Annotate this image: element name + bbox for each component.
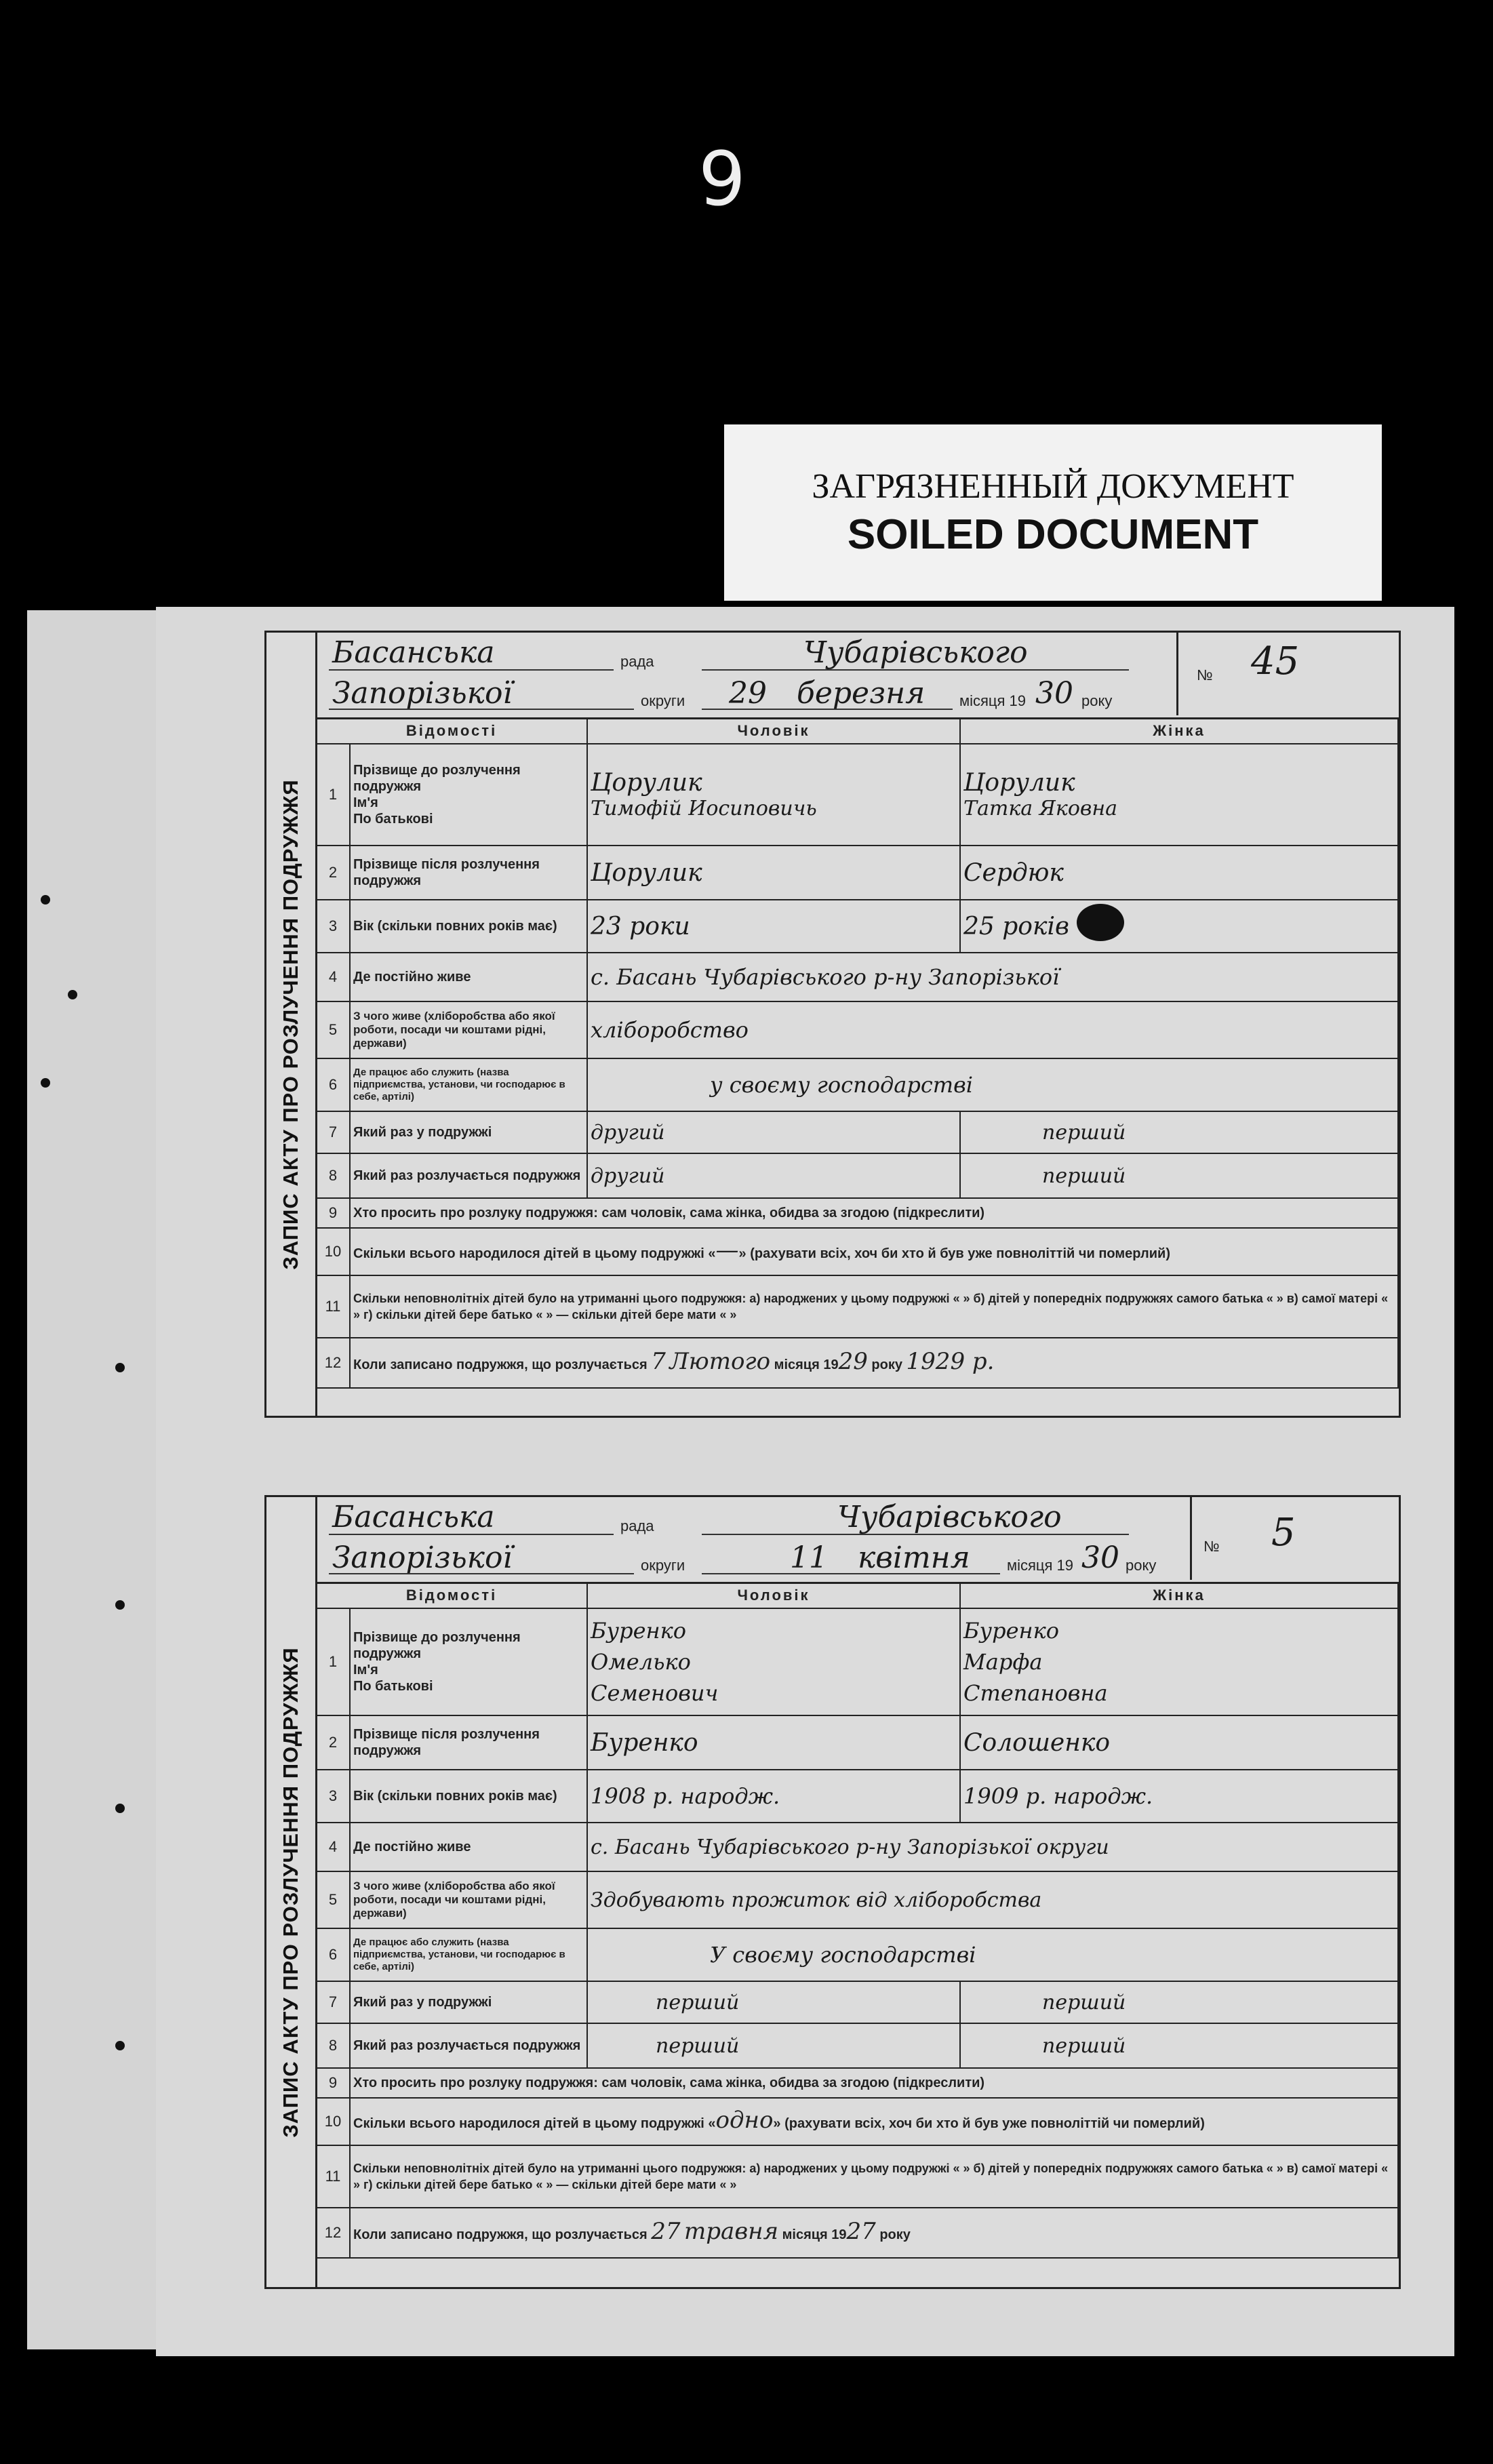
workplace: У своєму господарстві bbox=[587, 1928, 1398, 1981]
registered-month: травня bbox=[684, 2217, 779, 2245]
wife-patronymic: Степановна bbox=[963, 1680, 1108, 1706]
wife-age: 25 років bbox=[960, 900, 1398, 953]
wife-surname-before: Цорулик bbox=[963, 769, 1075, 797]
punch-hole bbox=[41, 895, 50, 905]
date-day: 29 bbox=[729, 676, 767, 711]
okruha-value: Запорізької bbox=[332, 1541, 513, 1575]
occupation: хліборобство bbox=[587, 1001, 1398, 1058]
record-table: Відомості Чоловік Жінка 1 Прізвище до розлучення подружжя Ім'я По батькові Цорулик Тимофій Иосиповичь Цорулик Татка Яковна 2 Прізвище після розлучення подружжя Цорулик Сердюк 3 Вік (скільки повних років має) 23 роки 25 років 4 Де постійно живе с. Басань Чубарівського р-ну Запорізької 5 З чого живе (хліборобства або якої роботи, посади чи коштами рідні, держави) хліборобство 6 Де працює або служить (назва підприємства, установи, чи господарює в себе, артілі) у своєму господарстві 7 Який раз у подружжі другий перший 8 Який раз розлучається подружжя другий перший 9 Хто просить про розлуку подружжя: сам чоловік, сама жінка, обидва за згодою (підкреслити) 10 Скільки всього народилося дітей в цьому подружжі «—» (рахувати всіх, хоч би хто й був уже повноліттій чи померлий) 11 Скільки неповнолітніх дітей було на утриманні цього подружжя: а) народжених у цьому подружжі « » б) дітей у попередніх подружжях самого батька « » в) самої матері « » г) скільки дітей бере батько « » — скільки дітей бере мати « » 12 Коли записано подружжя, що розлучається 7 Лютого місяця 1929 року 1929 р. bbox=[315, 717, 1399, 1389]
okruha-value: Запорізької bbox=[332, 676, 513, 711]
date-month: квітня bbox=[858, 1541, 970, 1575]
rada-value: Басанська bbox=[332, 1500, 495, 1534]
registered-day: 7 bbox=[651, 1347, 666, 1375]
stamp-russian: ЗАГРЯЗНЕННЫЙ ДОКУМЕНТ bbox=[812, 467, 1294, 506]
punch-hole bbox=[68, 990, 77, 999]
year-label: року bbox=[1126, 1557, 1157, 1574]
month-label: місяця 19 bbox=[1007, 1557, 1074, 1574]
rada-value: Басанська bbox=[332, 635, 495, 670]
wife-name: Марфа bbox=[963, 1649, 1043, 1675]
date-year: 30 bbox=[1035, 676, 1073, 711]
husband-surname-before: Цорулик bbox=[591, 769, 702, 797]
record-side-title: ЗАПИС АКТУ ПРО РОЗЛУЧЕННЯ ПОДРУЖЖЯ bbox=[266, 633, 317, 1416]
wife-surname-after: Солошенко bbox=[960, 1715, 1398, 1770]
registered-year: 27 bbox=[846, 2217, 876, 2245]
registered-day: 27 bbox=[651, 2217, 681, 2245]
raion-value: Чубарівського bbox=[837, 1500, 1062, 1534]
wife-surname-after: Сердюк bbox=[960, 846, 1398, 900]
col-husband: Чоловік bbox=[587, 1583, 960, 1608]
husband-marriage-no: другий bbox=[587, 1111, 960, 1153]
year-label: року bbox=[1081, 692, 1113, 709]
punch-hole bbox=[115, 1363, 125, 1372]
wife-surname-before: Буренко bbox=[963, 1618, 1059, 1644]
husband-age: 1908 р. народж. bbox=[587, 1770, 960, 1823]
okruha-label: округи bbox=[641, 1557, 685, 1574]
wife-age: 1909 р. народж. bbox=[960, 1770, 1398, 1823]
divorce-record-2 bbox=[264, 1495, 1401, 2289]
record-side-title: ЗАПИС АКТУ ПРО РОЗЛУЧЕННЯ ПОДРУЖЖЯ bbox=[266, 1497, 317, 2287]
registered-month: Лютого bbox=[669, 1347, 771, 1375]
workplace: у своєму господарстві bbox=[587, 1058, 1398, 1111]
punch-hole bbox=[115, 2041, 125, 2050]
soiled-document-stamp bbox=[724, 424, 1382, 601]
record-number: 45 bbox=[1251, 639, 1300, 683]
col-wife: Жінка bbox=[960, 718, 1398, 744]
divorce-record-1 bbox=[264, 631, 1401, 1418]
record-header bbox=[315, 633, 1399, 719]
number-label: № bbox=[1203, 1538, 1220, 1555]
record-number: 5 bbox=[1271, 1511, 1296, 1555]
wife-marriage-no: перший bbox=[960, 1111, 1398, 1153]
husband-surname-after: Цорулик bbox=[587, 846, 960, 900]
binding-strip bbox=[27, 610, 163, 2349]
residence: с. Басань Чубарівського р-ну Запорізької округи bbox=[587, 1823, 1398, 1871]
husband-age: 23 роки bbox=[587, 900, 960, 953]
children-total: одно bbox=[715, 2106, 774, 2134]
date-day: 11 bbox=[790, 1541, 828, 1575]
husband-divorce-no: другий bbox=[587, 1153, 960, 1198]
page-number: 9 bbox=[698, 136, 746, 222]
registered-year: 29 bbox=[838, 1347, 868, 1375]
registered-note: 1929 р. bbox=[906, 1347, 995, 1375]
date-year: 30 bbox=[1081, 1541, 1119, 1575]
punch-hole bbox=[115, 1600, 125, 1610]
husband-divorce-no: перший bbox=[587, 2023, 960, 2068]
stamp-english: SOILED DOCUMENT bbox=[847, 511, 1259, 558]
punch-hole bbox=[41, 1078, 50, 1088]
rada-label: рада bbox=[620, 653, 654, 670]
residence: с. Басань Чубарівського р-ну Запорізької bbox=[587, 953, 1398, 1001]
raion-value: Чубарівського bbox=[803, 635, 1028, 670]
okruha-label: округи bbox=[641, 692, 685, 709]
wife-name: Татка Яковна bbox=[963, 797, 1117, 820]
record-header bbox=[315, 1497, 1399, 1584]
col-info: Відомості bbox=[316, 1583, 587, 1608]
occupation: Здобувають прожиток від хліборобства bbox=[587, 1871, 1398, 1928]
husband-name: Тимофій Иосиповичь bbox=[591, 797, 817, 820]
number-label: № bbox=[1197, 667, 1213, 683]
rada-label: рада bbox=[620, 1517, 654, 1534]
record-table: Відомості Чоловік Жінка 1 Прізвище до розлучення подружжя Ім'я По батькові Буренко Омелько Семенович Буренко Марфа Степановна 2 Прізвище після розлучення подружжя Буренко Солошенко 3 Вік (скільки повних років має) 1908 р. народж. 1909 р. народж. 4 Де постійно живе с. Басань Чубарівського р-ну Запорізької округи 5 З чого живе (хліборобства або якої роботи, посади чи коштами рідні, держави) Здобувають прожиток від хліборобства 6 Де працює або служить (назва підприємства, установи, чи господарює в себе, артілі) У своєму господарстві 7 Який раз у подружжі перший перший 8 Який раз розлучається подружжя перший перший 9 Хто просить про розлуку подружжя: сам чоловік, сама жінка, обидва за згодою (підкреслити) 10 Скільки всього народилося дітей в цьому подружжі «одно» (рахувати всіх, хоч би хто й був уже повноліттій чи померлий) 11 Скільки неповнолітніх дітей було на утриманні цього подружжя: а) народжених у цьому подружжі « » б) дітей у попередніх подружжях самого батька « » в) самої матері « » г) скільки дітей бере батько « » — скільки дітей бере мати « » 12 Коли записано подружжя, що розлучається 27 травня місяця 1927 року bbox=[315, 1582, 1399, 2259]
date-month: березня bbox=[797, 676, 925, 711]
month-label: місяця 19 bbox=[959, 692, 1027, 709]
col-wife: Жінка bbox=[960, 1583, 1398, 1608]
document-sheet bbox=[156, 607, 1454, 2356]
wife-marriage-no: перший bbox=[960, 1981, 1398, 2023]
wife-divorce-no: перший bbox=[960, 2023, 1398, 2068]
husband-patronymic: Семенович bbox=[591, 1680, 719, 1706]
punch-hole bbox=[115, 1804, 125, 1813]
ink-blot bbox=[1077, 904, 1124, 941]
children-total: — bbox=[715, 1236, 739, 1264]
wife-divorce-no: перший bbox=[960, 1153, 1398, 1198]
husband-name: Омелько bbox=[591, 1649, 691, 1675]
col-info: Відомості bbox=[316, 718, 587, 744]
husband-surname-after: Буренко bbox=[587, 1715, 960, 1770]
husband-surname-before: Буренко bbox=[591, 1618, 686, 1644]
husband-marriage-no: перший bbox=[587, 1981, 960, 2023]
col-husband: Чоловік bbox=[587, 718, 960, 744]
